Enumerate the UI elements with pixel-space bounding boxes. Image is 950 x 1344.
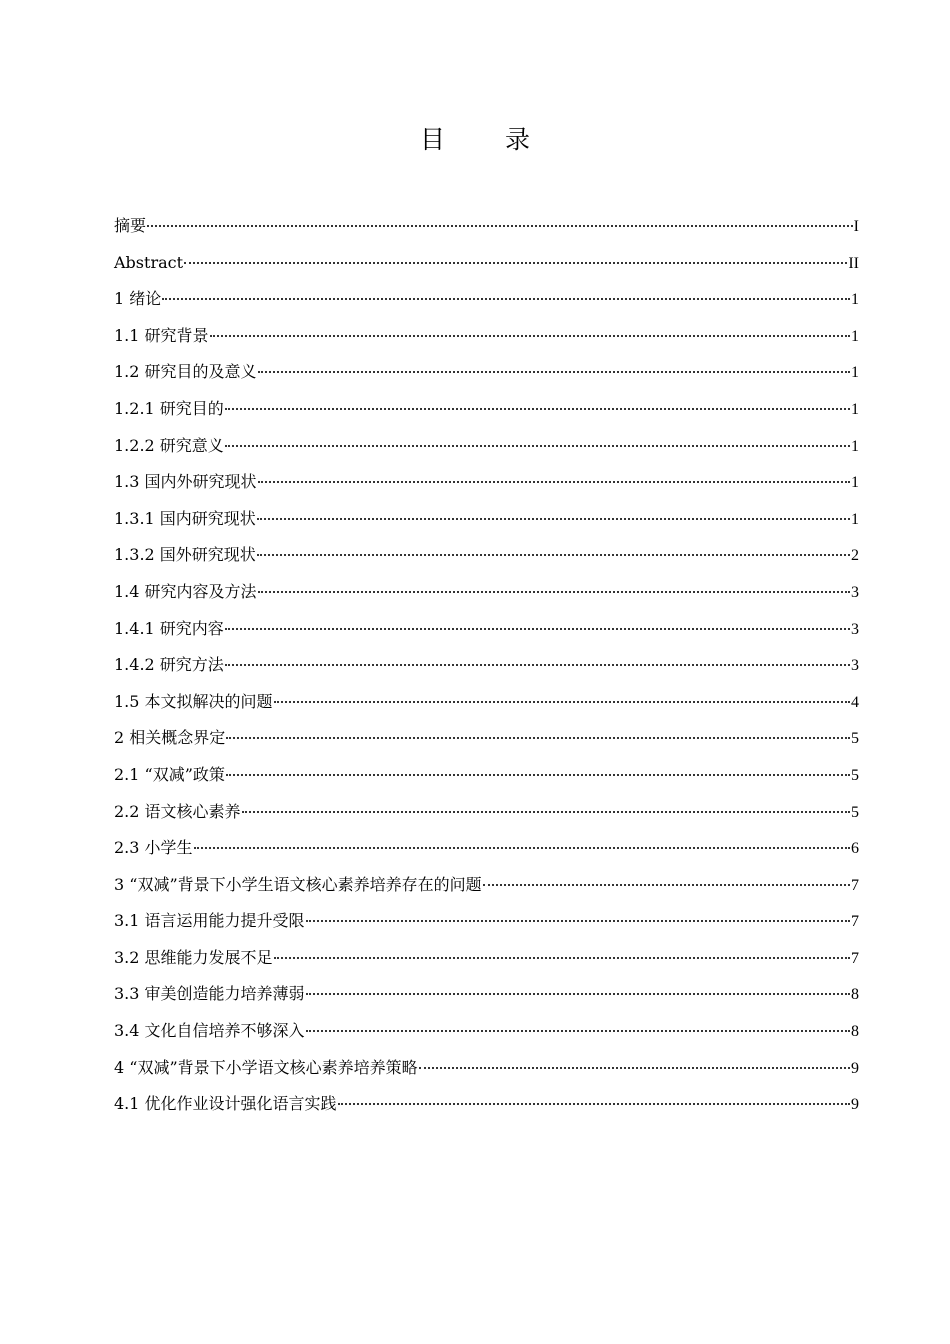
toc-entry[interactable] bbox=[114, 976, 859, 1013]
toc-entry[interactable] bbox=[114, 245, 859, 282]
table-of-contents bbox=[114, 208, 859, 1123]
toc-entry-label: 3.3 审美创造能力培养薄弱 bbox=[114, 984, 305, 1004]
toc-entry-page-number: I bbox=[853, 218, 859, 235]
toc-dot-leader bbox=[306, 979, 850, 995]
toc-entry-label: 4.1 优化作业设计强化语言实践 bbox=[114, 1094, 337, 1114]
toc-entry[interactable] bbox=[114, 1086, 859, 1123]
toc-entry-page-number: 8 bbox=[851, 1023, 859, 1041]
toc-entry[interactable] bbox=[114, 354, 859, 391]
toc-entry-label: 1.4.2 研究方法 bbox=[114, 655, 224, 675]
toc-entry[interactable] bbox=[114, 720, 859, 757]
toc-entry[interactable] bbox=[114, 428, 859, 465]
toc-dot-leader bbox=[225, 614, 850, 630]
toc-entry[interactable] bbox=[114, 647, 859, 684]
toc-entry-label: 1.2.1 研究目的 bbox=[114, 398, 224, 418]
toc-entry-label: Abstract bbox=[114, 252, 184, 272]
toc-entry-label: 4 “双减”背景下小学语文核心素养培养策略 bbox=[114, 1057, 418, 1077]
toc-entry-label: 1.2 研究目的及意义 bbox=[114, 362, 257, 382]
toc-entry-page-number: 1 bbox=[851, 510, 859, 528]
toc-entry-label: 3.2 思维能力发展不足 bbox=[114, 947, 273, 967]
toc-dot-leader bbox=[162, 284, 850, 300]
toc-dot-leader bbox=[306, 906, 850, 922]
toc-dot-leader bbox=[257, 540, 850, 556]
toc-entry-page-number: 3 bbox=[851, 657, 859, 675]
toc-dot-leader bbox=[306, 1016, 850, 1032]
toc-entry[interactable] bbox=[114, 464, 859, 501]
toc-dot-leader bbox=[226, 723, 850, 739]
toc-dot-leader bbox=[257, 504, 850, 520]
toc-entry[interactable] bbox=[114, 281, 859, 318]
toc-dot-leader bbox=[210, 321, 850, 337]
toc-entry-page-number: 1 bbox=[851, 291, 859, 309]
toc-entry[interactable] bbox=[114, 794, 859, 831]
toc-entry-label: 1.3.2 国外研究现状 bbox=[114, 545, 256, 565]
toc-entry-page-number: 5 bbox=[851, 730, 859, 748]
toc-entry-page-number: 1 bbox=[851, 364, 859, 382]
toc-entry-page-number: 1 bbox=[851, 474, 859, 492]
toc-entry-label: 3.1 语言运用能力提升受限 bbox=[114, 911, 305, 931]
toc-dot-leader bbox=[258, 577, 850, 593]
toc-entry[interactable] bbox=[114, 830, 859, 867]
toc-dot-leader bbox=[226, 760, 850, 776]
toc-entry-page-number: 3 bbox=[851, 583, 859, 601]
toc-entry-page-number: 9 bbox=[851, 1059, 859, 1077]
toc-dot-leader bbox=[274, 943, 850, 959]
toc-entry-label: 1.5 本文拟解决的问题 bbox=[114, 691, 273, 711]
toc-entry[interactable] bbox=[114, 940, 859, 977]
toc-entry-page-number: 6 bbox=[851, 840, 859, 858]
toc-dot-leader bbox=[225, 650, 850, 666]
toc-entry-label: 2.1 “双减”政策 bbox=[114, 764, 225, 784]
toc-entry-page-number: 3 bbox=[851, 620, 859, 638]
toc-dot-leader bbox=[225, 394, 850, 410]
toc-dot-leader bbox=[338, 1089, 850, 1105]
toc-entry[interactable] bbox=[114, 208, 859, 245]
toc-dot-leader bbox=[225, 431, 850, 447]
toc-entry[interactable] bbox=[114, 903, 859, 940]
toc-entry-label: 1.3 国内外研究现状 bbox=[114, 472, 257, 492]
toc-entry[interactable] bbox=[114, 501, 859, 538]
toc-dot-leader bbox=[194, 833, 850, 849]
toc-dot-leader bbox=[242, 797, 850, 813]
toc-entry-page-number: 5 bbox=[851, 766, 859, 784]
toc-dot-leader bbox=[483, 870, 850, 886]
toc-entry[interactable] bbox=[114, 391, 859, 428]
page-title: 目 录 bbox=[420, 125, 556, 154]
toc-dot-leader bbox=[184, 248, 847, 264]
toc-entry-label: 1.4.1 研究内容 bbox=[114, 618, 224, 638]
toc-entry-label: 1 绪论 bbox=[114, 289, 162, 309]
toc-entry-label: 3 “双减”背景下小学生语文核心素养培养存在的问题 bbox=[114, 874, 482, 894]
toc-entry[interactable] bbox=[114, 537, 859, 574]
toc-entry-label: 3.4 文化自信培养不够深入 bbox=[114, 1021, 305, 1041]
toc-entry[interactable] bbox=[114, 574, 859, 611]
toc-entry-label: 2 相关概念界定 bbox=[114, 728, 226, 748]
toc-entry[interactable] bbox=[114, 684, 859, 721]
toc-entry[interactable] bbox=[114, 611, 859, 648]
toc-entry-label: 2.3 小学生 bbox=[114, 838, 193, 858]
toc-entry-page-number: 1 bbox=[851, 327, 859, 345]
toc-entry-page-number: 1 bbox=[851, 400, 859, 418]
toc-entry[interactable] bbox=[114, 1050, 859, 1087]
toc-entry[interactable] bbox=[114, 1013, 859, 1050]
toc-entry-label: 1.1 研究背景 bbox=[114, 325, 209, 345]
toc-entry-page-number: 7 bbox=[851, 913, 859, 931]
toc-entry-page-number: 5 bbox=[851, 803, 859, 821]
toc-dot-leader bbox=[258, 467, 850, 483]
toc-entry[interactable] bbox=[114, 867, 859, 904]
toc-entry-page-number: 7 bbox=[851, 876, 859, 894]
toc-entry-page-number: 9 bbox=[851, 1096, 859, 1114]
toc-entry-label: 摘要 bbox=[114, 216, 147, 235]
toc-entry-label: 1.3.1 国内研究现状 bbox=[114, 508, 256, 528]
toc-entry[interactable] bbox=[114, 318, 859, 355]
toc-entry-page-number: 8 bbox=[851, 986, 859, 1004]
toc-dot-leader bbox=[258, 357, 850, 373]
toc-entry-page-number: 7 bbox=[851, 949, 859, 967]
toc-dot-leader bbox=[419, 1053, 850, 1069]
toc-dot-leader bbox=[274, 687, 850, 703]
toc-entry-label: 1.4 研究内容及方法 bbox=[114, 581, 257, 601]
toc-entry-page-number: 2 bbox=[851, 547, 859, 565]
toc-dot-leader bbox=[147, 211, 853, 227]
toc-entry-page-number: II bbox=[848, 254, 859, 272]
toc-entry-page-number: 4 bbox=[851, 693, 859, 711]
toc-entry[interactable] bbox=[114, 757, 859, 794]
toc-entry-page-number: 1 bbox=[851, 437, 859, 455]
toc-entry-label: 1.2.2 研究意义 bbox=[114, 435, 224, 455]
toc-entry-label: 2.2 语文核心素养 bbox=[114, 801, 241, 821]
